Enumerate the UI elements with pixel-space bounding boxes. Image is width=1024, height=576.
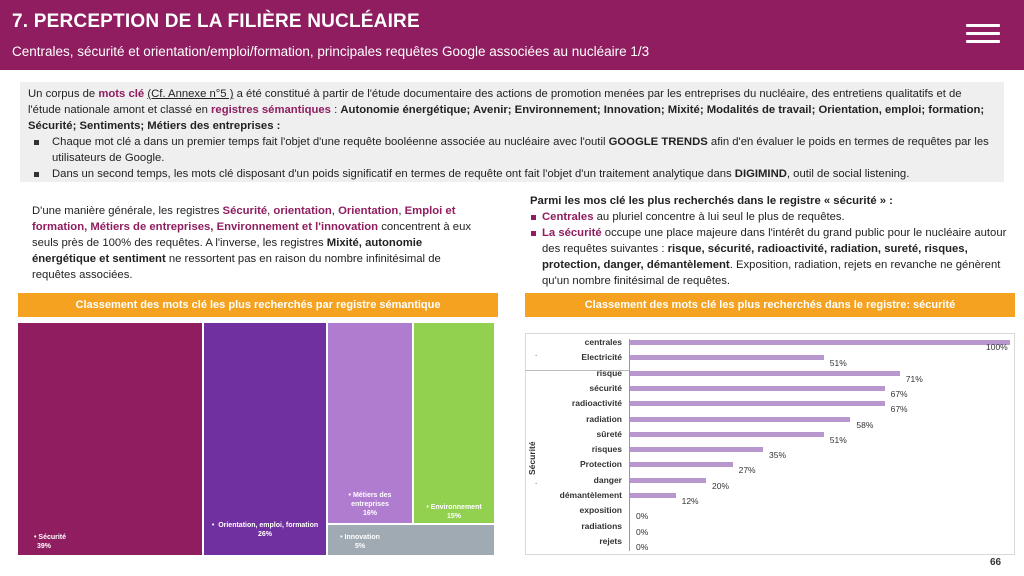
- bar-value-label: 27%: [738, 465, 756, 476]
- right-summary-heading: Parmi les mos clé les plus recherchés dans le registre « sécurité » :: [530, 195, 893, 207]
- separator-dot: .: [535, 477, 538, 486]
- summary-sep: ,: [331, 205, 339, 217]
- tile-label: • Environnement 15%: [414, 503, 494, 521]
- bar-value-label: 0%: [636, 511, 649, 522]
- tile-label: • Sécurité 39%: [34, 534, 67, 550]
- tile-value: 26%: [257, 531, 272, 538]
- hamburger-menu-icon[interactable]: [966, 24, 1000, 46]
- tile-name: Innovation: [344, 534, 380, 541]
- page-subtitle: Centrales, sécurité et orientation/emploi/formation, principales requêtes Google associées au nucléaire 1/3: [12, 44, 650, 59]
- bar-value-label: 0%: [636, 526, 649, 537]
- bar-category-label: Protection: [579, 459, 622, 470]
- summary-text: concentrent à eux seuls près de 100% des requêtes. A l'inverse, les registres: [32, 221, 472, 249]
- right-summary-item-1: [530, 209, 1010, 225]
- annex-reference-link[interactable]: (Cf. Annexe n°5 ): [147, 88, 234, 100]
- bar-10: [630, 493, 676, 498]
- bar-8: [630, 462, 733, 467]
- bar-category-label: Electricité: [581, 352, 622, 363]
- keyword-securite: Sécurité: [222, 205, 268, 217]
- tile-value: 39%: [37, 543, 52, 550]
- bar-9: [630, 478, 706, 483]
- page-title: 7. PERCEPTION DE LA FILIÈRE NUCLÉAIRE: [12, 11, 420, 32]
- bar-category-label: radiation: [586, 413, 622, 424]
- treemap-tile-environnement: [414, 323, 494, 523]
- security-bar-chart: [525, 325, 1015, 557]
- header-bar: [0, 0, 1024, 70]
- bar-7: [630, 447, 763, 452]
- bar-category-label: exposition: [579, 505, 622, 516]
- bar-4: [630, 401, 885, 406]
- bar-value-label: 71%: [905, 373, 923, 384]
- tile-value: 5%: [354, 543, 366, 550]
- summary-sep: ,: [267, 205, 274, 217]
- item-text: au pluriel concentre à lui seul le plus de requêtes.: [593, 211, 845, 223]
- intro-bullets: [28, 134, 996, 182]
- keyword-centrales: Centrales: [542, 211, 594, 223]
- bar-value-label: 100%: [986, 342, 1008, 352]
- bar-category-label: sûreté: [596, 428, 622, 439]
- bar-1: [630, 355, 824, 360]
- barchart-banner: Classement des mots clé les plus recherchés dans le registre: sécurité: [525, 293, 1015, 317]
- keyword-mots-cle: mots clé: [98, 88, 145, 100]
- bar-category-label: centrales: [584, 337, 622, 347]
- treemap-tile-innovation: [328, 525, 494, 555]
- treemap-tile-metiers: [328, 323, 412, 523]
- tile-value: 15%: [446, 513, 461, 520]
- keyword-mixite: Mixité, autonomie énergétique et sentiment: [32, 237, 423, 265]
- bullet-text: , outil de social listening.: [786, 168, 910, 180]
- tool-google-trends: GOOGLE TRENDS: [608, 136, 708, 148]
- keyword-emploi: Emploi et formation, Métiers de entreprises, Environnement et l'innovation: [32, 205, 456, 233]
- registers-list: Autonomie énergétique; Avenir; Environnement; Innovation; Mixité; Modalités de travail; Orientation, emploi; formation; Sécurité; Sentiments; Métiers des entreprises :: [28, 104, 985, 132]
- bullet-text: Chaque mot clé a dans un premier temps fait l'objet d'une requête booléenne associée au nucléaire avec l'outil: [52, 136, 609, 148]
- tile-name: Orientation, emploi, formation: [218, 522, 319, 529]
- bar-category-label: sécurité: [589, 382, 622, 393]
- intro-box: [20, 82, 1004, 182]
- right-summary: [530, 193, 1010, 289]
- treemap-chart: [18, 323, 494, 555]
- right-summary-item-2: [530, 225, 1010, 289]
- treemap-banner: Classement des mots clé les plus recherchés par registre sémantique: [18, 293, 498, 317]
- page-number: 66: [990, 557, 1002, 568]
- bar-category-label: rejets: [599, 535, 622, 546]
- bar-value-label: 0%: [636, 541, 649, 552]
- keyword-orientation-2: Orientation: [338, 205, 399, 217]
- bar-5: [630, 417, 850, 422]
- tile-value: 16%: [362, 510, 377, 517]
- treemap-tile-orientation: [204, 323, 326, 555]
- bar-category-label: risques: [591, 444, 622, 455]
- chart-group-label: Sécurité: [527, 441, 537, 475]
- keyword-orientation: orientation: [273, 205, 332, 217]
- bar-category-label: risque: [596, 367, 622, 378]
- intro-bullet-1: [28, 134, 996, 166]
- bar-value-label: 58%: [856, 419, 874, 430]
- bar-category-label: radiations: [581, 520, 622, 531]
- intro-text: a été constitué à partir de l'étude documentaire des actions de promotion menées par les entreprises du nucléaire, des entretiens qualitatifs et de l'étude nationale amont et classé en: [28, 88, 962, 116]
- summary-text: D'une manière générale, les registres: [32, 205, 223, 217]
- tile-name: Métiers des entreprises: [351, 492, 392, 508]
- bar-value-label: 67%: [890, 388, 908, 399]
- item-text: . Exposition, radiation, rejets en revanche ne génèrent qu'un nombre finitésimal de requêtes.: [542, 259, 1001, 287]
- bar-category-label: radioactivité: [571, 398, 622, 409]
- bar-3: [630, 386, 885, 391]
- bullet-text: afin d'en évaluer le poids en termes de requêtes par les utilisateurs de Google.: [52, 136, 989, 164]
- item-keywords: risque, sécurité, radioactivité, radiation, sureté, risques, protection, danger, démantèlement: [542, 243, 968, 271]
- bar-0: [630, 340, 1010, 345]
- bar-value-label: 35%: [769, 450, 787, 461]
- bar-value-label: 12%: [681, 496, 699, 506]
- keyword-registres: registres sémantiques: [211, 104, 331, 116]
- item-text: occupe une place majeure dans l'intérêt du grand public pour le nucléaire autour des requêtes suivantes :: [542, 227, 1007, 255]
- intro-paragraph: [28, 86, 996, 134]
- summary-text: ne ressortent pas en raison du nombre infinitésimal de requêtes associées.: [32, 253, 441, 281]
- tile-label: • Orientation, emploi, formation 26%: [204, 521, 326, 539]
- bar-category-label: démantèlement: [559, 490, 622, 500]
- bar-2: [630, 371, 900, 376]
- intro-text: Un corpus de: [28, 88, 99, 100]
- right-summary-list: [530, 209, 1010, 289]
- tile-label: • Innovation 5%: [330, 533, 390, 551]
- treemap-tile-securite: [18, 323, 202, 555]
- tool-digimind: DIGIMIND: [734, 168, 787, 180]
- bullet-text: Dans un second temps, les mots clé disposant d'un poids significatif en termes de requête ont fait l'objet d'un traitement analytique dans: [52, 168, 735, 180]
- separator-dot: .: [535, 349, 538, 358]
- keyword-la-securite: La sécurité: [542, 227, 602, 239]
- left-summary: [32, 203, 482, 283]
- intro-bullet-2: [28, 166, 996, 182]
- tile-label: • Métiers des entreprises 16%: [330, 491, 410, 518]
- bar-6: [630, 432, 824, 437]
- bar-category-label: danger: [593, 474, 622, 485]
- tile-name: Sécurité: [38, 534, 67, 541]
- bar-value-label: 51%: [829, 434, 847, 445]
- summary-sep: ,: [398, 205, 405, 217]
- bar-value-label: 20%: [712, 480, 730, 491]
- bar-value-label: 67%: [890, 404, 908, 415]
- intro-sep: :: [330, 104, 341, 116]
- bar-value-label: 51%: [829, 358, 847, 369]
- tile-name: Environnement: [430, 504, 482, 511]
